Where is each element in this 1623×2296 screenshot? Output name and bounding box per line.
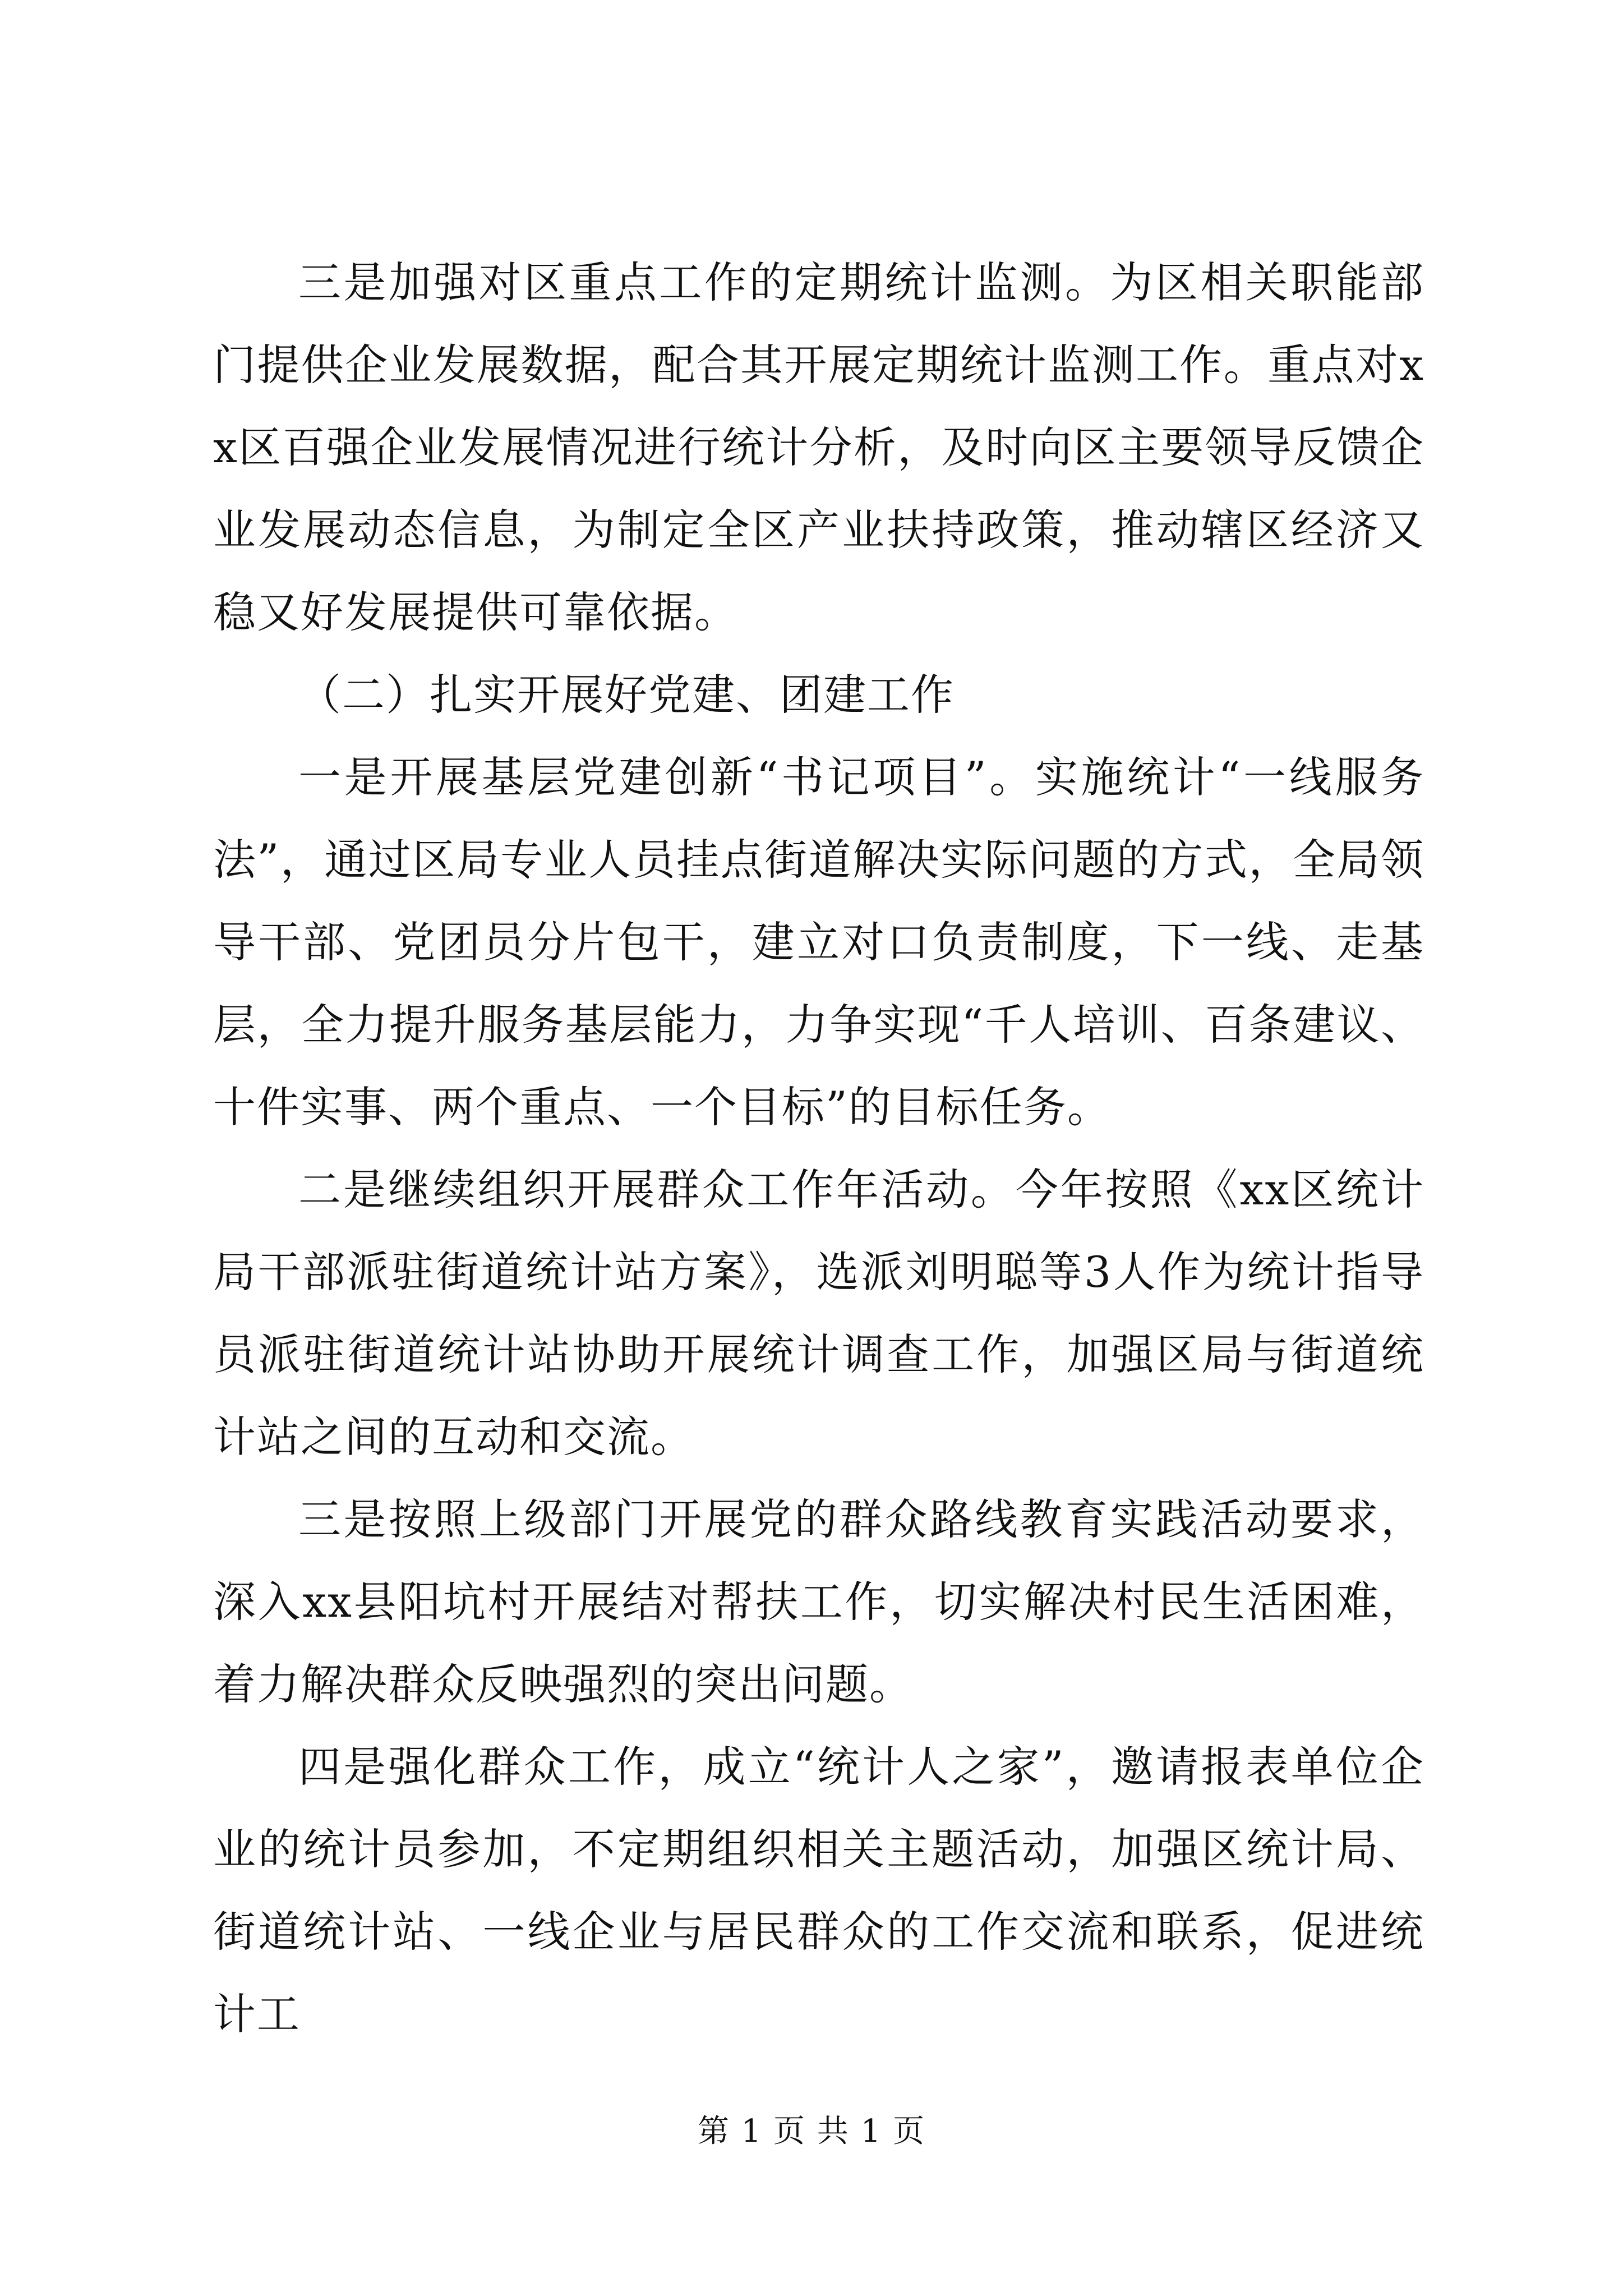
- paragraph-mass-work-year: 二是继续组织开展群众工作年活动。今年按照《xx区统计局干部派驻街道统计站方案》，选派刘明聪等3人作为统计指导员派驻街道统计站协助开展统计调查工作，加强区局与街道统计站之间的互动和交流。: [213, 1165, 1424, 1462]
- paragraph-secretary-project: 一是开展基层党建创新“书记项目”。实施统计“一线服务法”，通过区局专业人员挂点街道解决实际问题的方式，全局领导干部、党团员分片包干，建立对口负责制度，下一线、走基层，全力提升服务基层能力，力争实现“千人培训、百条建议、十件实事、两个重点、一个目标”的目标任务。: [213, 752, 1424, 1132]
- paragraph-statisticians-home: 四是强化群众工作，成立“统计人之家”，邀请报表单位企业的统计员参加，不定期组织相关主题活动，加强区统计局、街道统计站、一线企业与居民群众的工作交流和联系，促进统计工: [213, 1742, 1424, 2039]
- paragraph-mass-line-education: 三是按照上级部门开展党的群众路线教育实践活动要求，深入xx县阳坑村开展结对帮扶工作，切实解决村民生活困难，着力解决群众反映强烈的突出问题。: [213, 1494, 1424, 1709]
- section-heading-party-building: （二）扎实开展好党建、团建工作: [298, 670, 955, 720]
- document-body: [213, 241, 1424, 2055]
- paragraph-key-work-monitoring: 三是加强对区重点工作的定期统计监测。为区相关职能部门提供企业发展数据，配合其开展定期统计监测工作。重点对xx区百强企业发展情况进行统计分析，及时向区主要领导反馈企业发展动态信息，为制定全区产业扶持政策，推动辖区经济又稳又好发展提供可靠依据。: [213, 257, 1424, 637]
- page-number-footer: 第 1 页 共 1 页: [697, 2113, 926, 2150]
